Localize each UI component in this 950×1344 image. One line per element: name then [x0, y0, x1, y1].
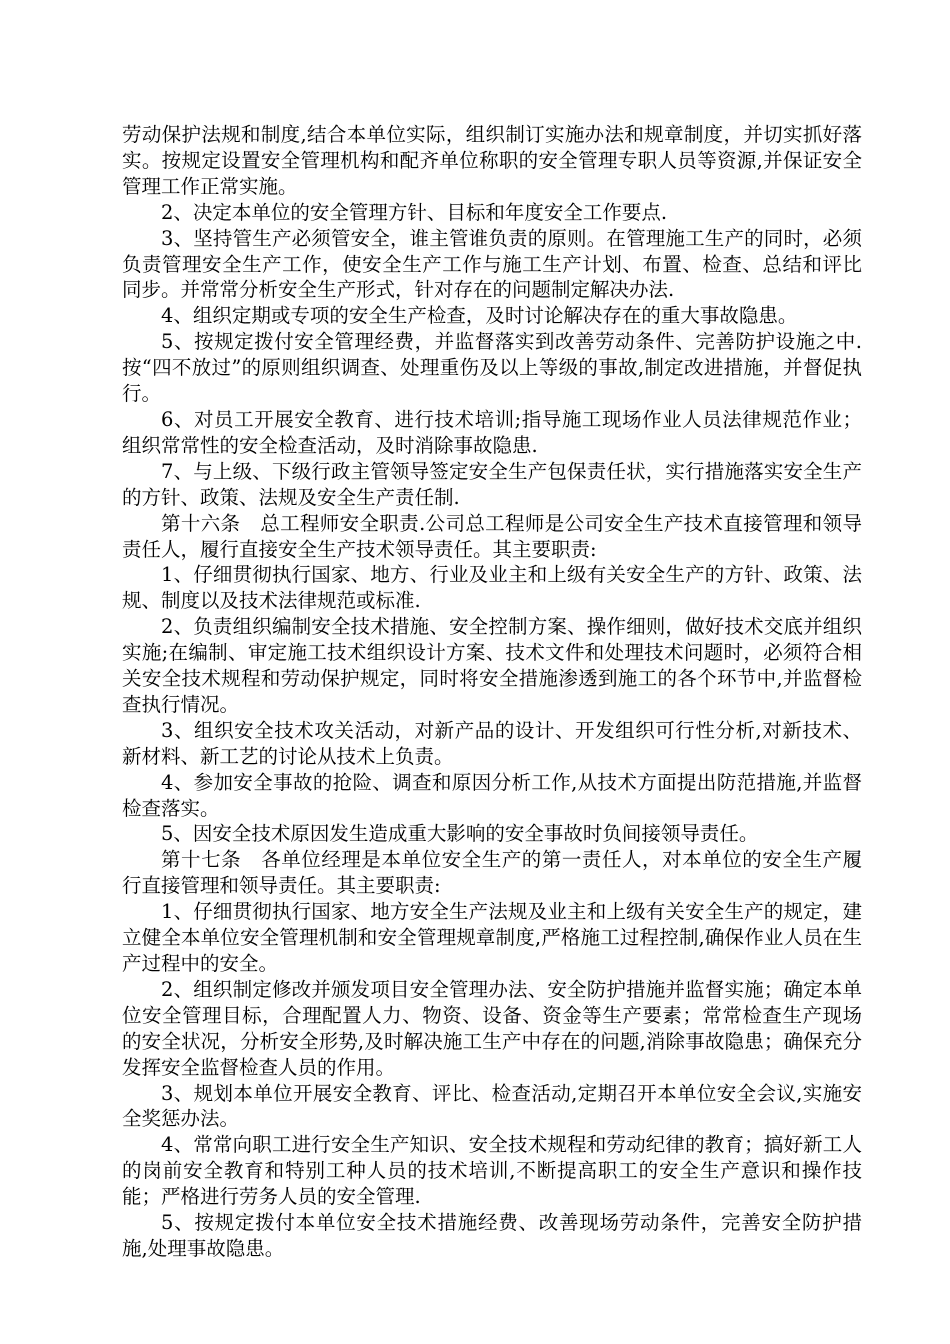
paragraph: 2、负责组织编制安全技术措施、安全控制方案、操作细则，做好技术交底并组织实施;在编制、审定施工技术组织设计方案、技术文件和处理技术问题时，必须符合相关安全技术规程和劳动保护规定，同时将安全措施渗透到施工的各个环节中,并监督检查执行情况。 — [122, 615, 862, 716]
article-heading-16: 第十六条 总工程师安全职责.公司总工程师是公司安全生产技术直接管理和领导责任人，履行直接安全生产技术领导责任。其主要职责: — [122, 511, 862, 561]
paragraph: 3、组织安全技术攻关活动，对新产品的设计、开发组织可行性分析,对新技术、新材料、新工艺的讨论从技术上负责。 — [122, 718, 862, 768]
paragraph: 1、仔细贯彻执行国家、地方、行业及业主和上级有关安全生产的方针、政策、法规、制度以及技术法律规范或标准. — [122, 563, 862, 613]
paragraph: 6、对员工开展安全教育、进行技术培训;指导施工现场作业人员法律规范作业；组织常常性的安全检查活动，及时消除事故隐患. — [122, 407, 862, 457]
document-body — [122, 122, 862, 1262]
paragraph: 2、决定本单位的安全管理方针、目标和年度安全工作要点. — [161, 200, 668, 224]
paragraph: 3、规划本单位开展安全教育、评比、检查活动,定期召开本单位安全会议,实施安全奖惩办法。 — [122, 1081, 862, 1131]
article-heading-17: 第十七条 各单位经理是本单位安全生产的第一责任人，对本单位的安全生产履行直接管理和领导责任。其主要职责: — [122, 848, 862, 898]
paragraph: 4、参加安全事故的抢险、调查和原因分析工作,从技术方面提出防范措施,并监督检查落实。 — [122, 770, 862, 820]
paragraph: 2、组织制定修改并颁发项目安全管理办法、安全防护措施并监督实施；确定本单位安全管理目标，合理配置人力、物资、设备、资金等生产要素；常常检查生产现场的安全状况，分析安全形势,及时解决施工生产中存在的问题,消除事故隐患；确保充分发挥安全监督检查人员的作用。 — [122, 977, 862, 1079]
paragraph: 5、按规定拨付安全管理经费，并监督落实到改善劳动条件、完善防护设施之中.按“四不放过”的原则组织调查、处理重伤及以上等级的事故,制定改进措施，并督促执行。 — [122, 330, 862, 406]
paragraph: 3、坚持管生产必须管安全，谁主管谁负责的原则。在管理施工生产的同时，必须负责管理安全生产工作，使安全生产工作与施工生产计划、布置、检查、总结和评比同步。并常常分析安全生产形式，针对存在的问题制定解决办法. — [122, 226, 862, 302]
paragraph: 4、组织定期或专项的安全生产检查，及时讨论解决存在的重大事故隐患。 — [161, 304, 798, 328]
paragraph: 劳动保护法规和制度,结合本单位实际，组织制订实施办法和规章制度，并切实抓好落实。按规定设置安全管理机构和配齐单位称职的安全管理专职人员等资源,并保证安全管理工作正常实施。 — [122, 123, 862, 198]
paragraph: 5、按规定拨付本单位安全技术措施经费、改善现场劳动条件，完善安全防护措施,处理事故隐患。 — [122, 1211, 862, 1260]
paragraph: 7、与上级、下级行政主管领导签定安全生产包保责任状，实行措施落实安全生产的方针、政策、法规及安全生产责任制. — [122, 459, 862, 509]
paragraph: 1、仔细贯彻执行国家、地方安全生产法规及业主和上级有关安全生产的规定，建立健全本单位安全管理机制和安全管理规章制度,严格施工过程控制,确保作业人员在生产过程中的安全。 — [122, 900, 862, 975]
paragraph: 4、常常向职工进行安全生产知识、安全技术规程和劳动纪律的教育；搞好新工人的岗前安全教育和特别工种人员的技术培训,不断提高职工的安全生产意识和操作技能；严格进行劳务人员的安全管理. — [122, 1133, 862, 1209]
paragraph: 5、因安全技术原因发生造成重大影响的安全事故时负间接领导责任。 — [161, 822, 759, 846]
